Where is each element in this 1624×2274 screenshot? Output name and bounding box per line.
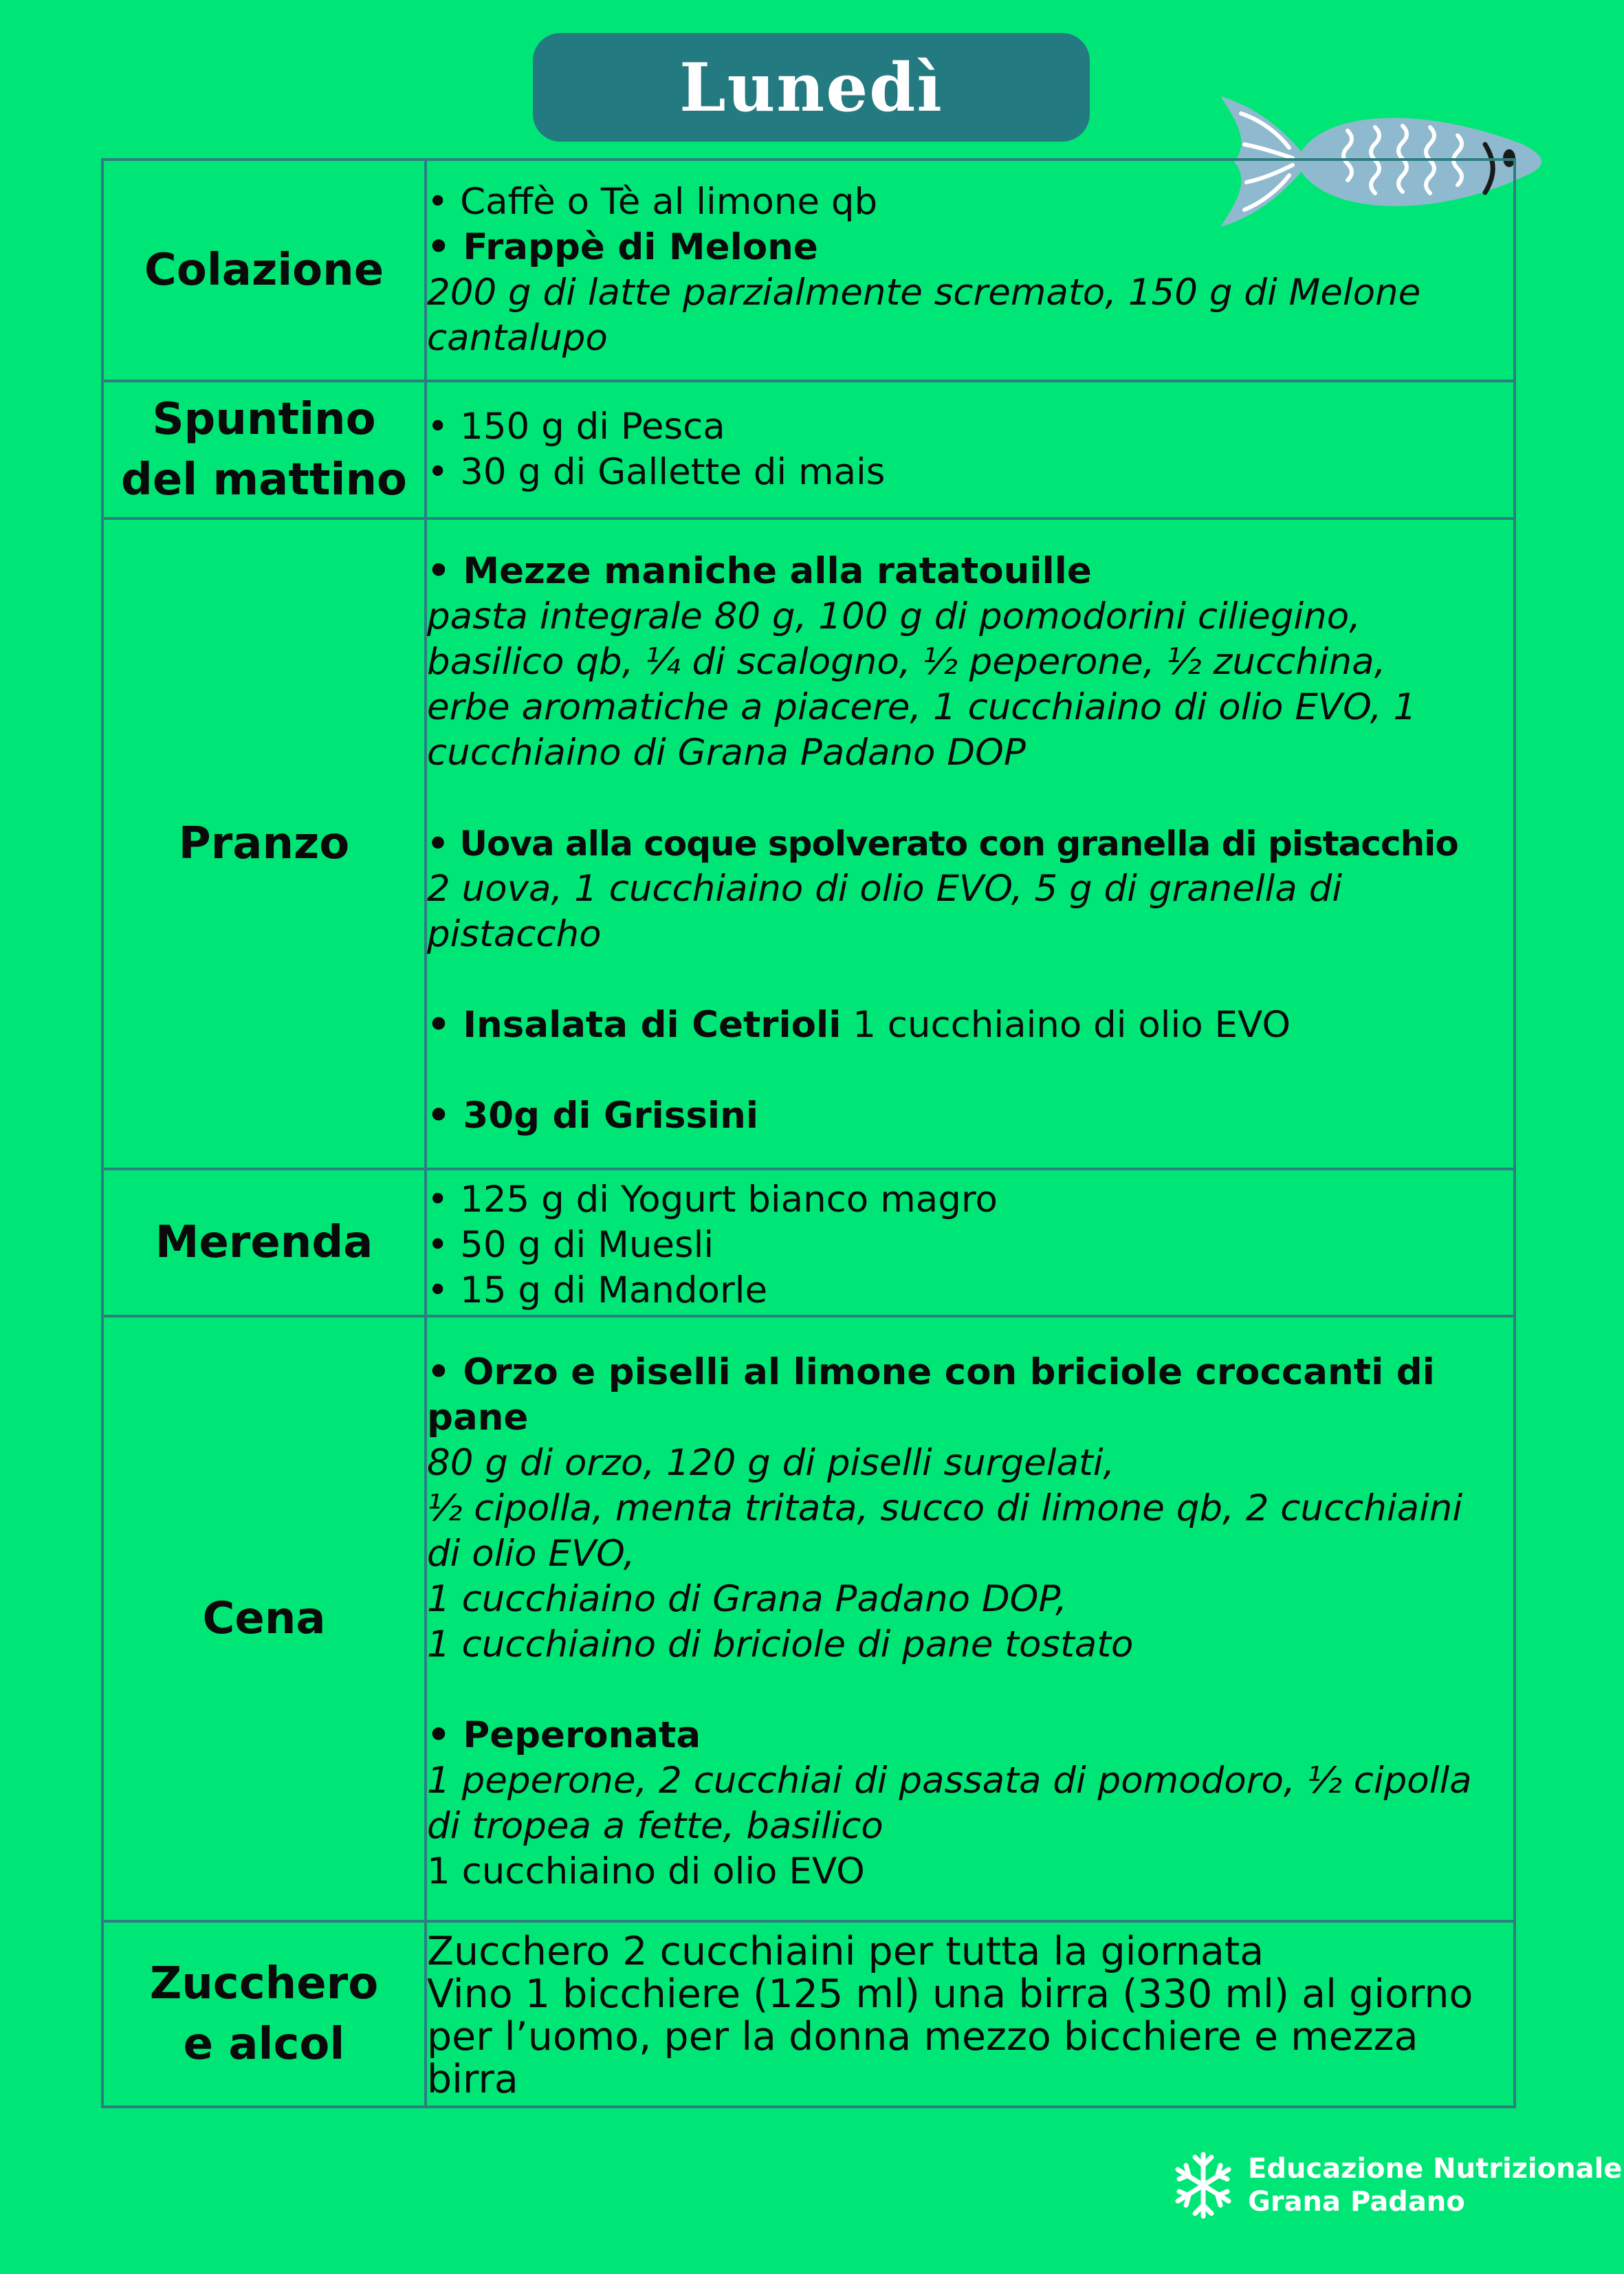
row-pranzo	[102, 518, 1515, 1169]
meal-content	[426, 381, 1515, 518]
menu-line: • 15 g di Mandorle	[427, 1269, 768, 1311]
ingredients-line: 80 g di orzo, 120 g di piselli surgelati,	[427, 1442, 1115, 1484]
ingredients-line: 1 peperone, 2 cucchiai di passata di pomodoro, ½ cipolla	[427, 1760, 1472, 1802]
dish-title: • Mezze maniche alla ratatouille	[427, 550, 1092, 592]
meal-label	[102, 1169, 426, 1316]
brand-line: Grana Padano	[1248, 2186, 1465, 2218]
meal-label	[102, 1921, 426, 2107]
row-colazione	[102, 160, 1515, 381]
meal-name: Cena	[202, 1593, 326, 1644]
ingredients-line: ½ cipolla, menta tritata, succo di limone qb, 2 cucchiaini	[427, 1487, 1463, 1529]
menu-line: birra	[427, 2057, 518, 2102]
meal-name: Spuntino	[152, 394, 376, 445]
ingredients-line: cantalupo	[427, 317, 608, 359]
ingredients-line: di tropea a fette, basilico	[427, 1805, 884, 1847]
menu-line	[427, 1003, 1513, 1048]
ingredients-line: basilico qb, ¼ di scalogno, ½ peperone, ½ zucchina,	[427, 641, 1386, 683]
meal-name: e alcol	[183, 2019, 345, 2070]
ingredients-line: pasta integrale 80 g, 100 g di pomodorini ciliegino,	[427, 595, 1361, 637]
dish-note: 1 cucchiaino di olio EVO	[841, 1004, 1291, 1046]
meal-content	[426, 518, 1515, 1169]
menu-line: per l’uomo, per la donna mezzo bicchiere e mezza	[427, 2014, 1418, 2059]
brand-logo	[1172, 2144, 1622, 2227]
dish-title: • Uova alla coque spolverato con granella di pistacchio	[427, 824, 1458, 864]
meal-name: Merenda	[155, 1217, 373, 1268]
meal-name: Zucchero	[149, 1958, 379, 2009]
row-merenda	[102, 1169, 1515, 1316]
dish-title: • 30g di Grissini	[427, 1095, 758, 1137]
menu-line: Zucchero 2 cucchiaini per tutta la giornata	[427, 1929, 1264, 1974]
ingredients-line: 1 cucchiaino di briciole di pane tostato	[427, 1623, 1134, 1665]
menu-line: • 50 g di Muesli	[427, 1224, 714, 1266]
brand-name	[1248, 2152, 1622, 2218]
title-pill	[533, 33, 1090, 142]
menu-line: • 125 g di Yogurt bianco magro	[427, 1179, 998, 1221]
ingredients-line: 2 uova, 1 cucchiaino di olio EVO, 5 g di granella di	[427, 868, 1342, 910]
menu-line: 1 cucchiaino di olio EVO	[427, 1850, 865, 1892]
meal-content	[426, 1921, 1515, 2107]
ingredients-line: erbe aromatiche a piacere, 1 cucchiaino di olio EVO, 1	[427, 686, 1417, 728]
ingredients-line: cucchiaino di Grana Padano DOP	[427, 732, 1026, 774]
dish-title: • Insalata di Cetrioli	[427, 1004, 842, 1046]
dish-title: • Frappè di Melone	[427, 226, 818, 268]
meal-label	[102, 518, 426, 1169]
meal-content	[426, 160, 1515, 381]
menu-line: • 150 g di Pesca	[427, 406, 725, 448]
menu-line: Vino 1 bicchiere (125 ml) una birra (330 ml) al giorno	[427, 1971, 1473, 2017]
dish-title: • Peperonata	[427, 1714, 701, 1756]
meal-name: Pranzo	[178, 818, 350, 869]
weekly-menu-table	[101, 158, 1516, 2108]
row-zucchero	[102, 1921, 1515, 2107]
meal-label	[102, 381, 426, 518]
meal-label	[102, 1316, 426, 1921]
ingredients-line: pistaccho	[427, 913, 602, 955]
meal-name: del mattino	[121, 455, 407, 505]
menu-line: • Caffè o Tè al limone qb	[427, 181, 878, 223]
menu-line: • 30 g di Gallette di mais	[427, 451, 886, 493]
ingredients-line: 200 g di latte parzialmente scremato, 150 g di Melone	[427, 272, 1421, 314]
meal-label	[102, 160, 426, 381]
meal-content	[426, 1169, 1515, 1316]
ingredients-line: 1 cucchiaino di Grana Padano DOP,	[427, 1578, 1067, 1620]
meal-content	[426, 1316, 1515, 1921]
dish-title: • Orzo e piselli al limone con briciole croccanti di	[427, 1351, 1435, 1393]
row-spuntino	[102, 381, 1515, 518]
snowflake-logo-icon	[1172, 2147, 1234, 2223]
brand-line: Educazione Nutrizionale	[1248, 2153, 1623, 2185]
meal-name: Colazione	[144, 245, 384, 296]
page-title: Lunedì	[679, 48, 943, 127]
dish-title: pane	[427, 1397, 529, 1439]
row-cena	[102, 1316, 1515, 1921]
ingredients-line: di olio EVO,	[427, 1533, 635, 1575]
